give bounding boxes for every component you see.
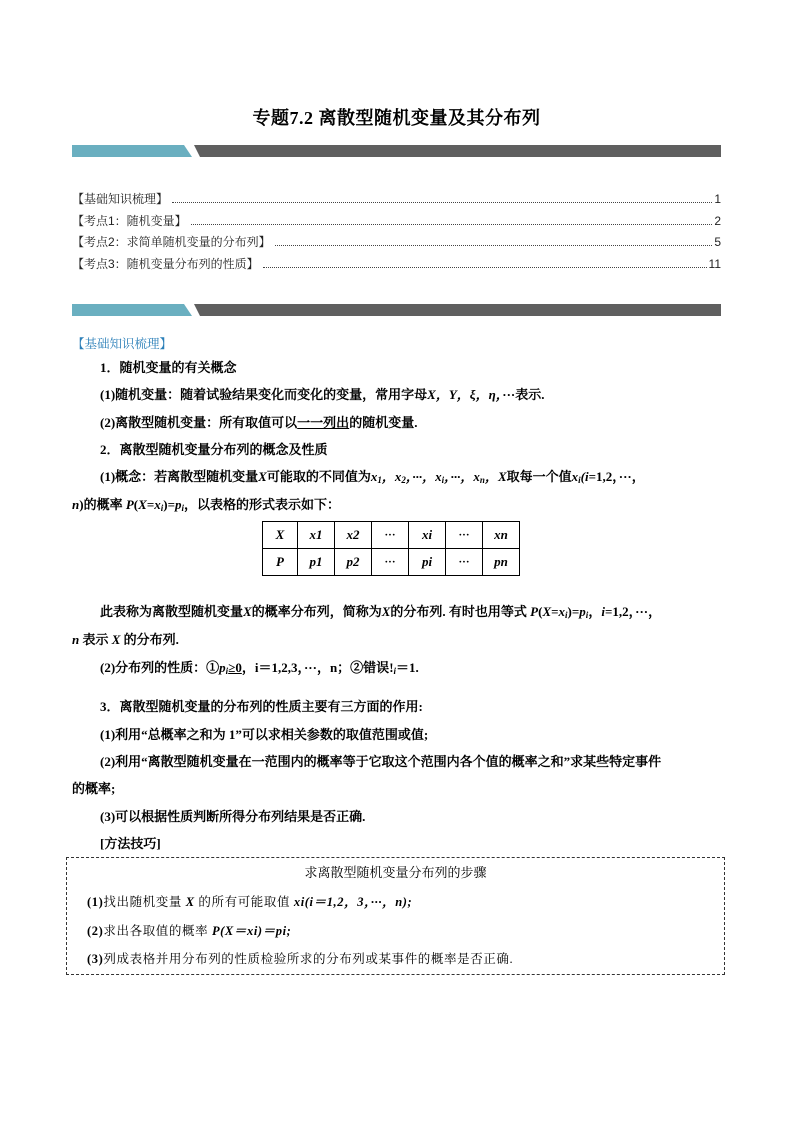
step-number: (3) xyxy=(87,952,104,966)
method-step-1: (1)找出随机变量 X 的所有可能取值 xi(i＝1,2，3，···，n); xyxy=(87,895,413,909)
text: ···表示. xyxy=(502,387,545,402)
text: 的分布列. 有时也用等式 xyxy=(390,604,527,619)
paragraph-discrete-variable xyxy=(100,409,417,437)
table-row xyxy=(263,522,520,549)
text: 可能取的不同值为 xyxy=(266,469,371,484)
text: 的概率分布列，简称为 xyxy=(251,604,382,619)
toc-label: 【考点2：求简单随机变量的分布列】 xyxy=(72,235,271,249)
text: (1)随机变量：随着试验结果变化而变化的变量，常用字母 xyxy=(100,387,428,402)
text: 的概率 xyxy=(83,497,123,512)
method-box-title: 求离散型随机变量分布列的步骤 xyxy=(304,865,487,880)
text: 的所有可能取值 xyxy=(198,895,291,909)
toc-entry[interactable] xyxy=(72,233,721,255)
paragraph-use-3: (3)可以根据性质判断所得分布列结果是否正确. xyxy=(100,809,366,824)
toc-entry[interactable] xyxy=(72,212,721,234)
section-2-heading: 2．离散型随机变量分布列的概念及性质 xyxy=(100,442,328,457)
table-cell: x2 xyxy=(335,522,372,549)
table-cell: ··· xyxy=(446,522,483,549)
paragraph-concept-cont: n)的概率 $P(X=x_i)=p_i$，以表格的形式表示如下： xyxy=(72,497,341,513)
text: 列成表格并用分布列的性质检验所求的分布列或某事件的概率是否正确. xyxy=(103,952,514,966)
math: $x_i(i$ xyxy=(571,469,589,485)
math: P xyxy=(125,497,134,512)
paragraph-random-variable xyxy=(100,381,545,409)
section-divider-bar xyxy=(72,304,721,316)
paragraph-table-explanation-cont: n 表示 X 的分布列. xyxy=(72,632,179,647)
table-cell: pn xyxy=(483,549,520,576)
step-number: (1) xyxy=(87,895,104,909)
toc-label: 【考点1：随机变量】 xyxy=(72,213,187,228)
divider-gray-segment xyxy=(190,304,721,316)
step-number: (2) xyxy=(87,924,104,938)
text: (2)分布列的性质：① xyxy=(100,660,220,675)
text: 以表格的形式表示如下： xyxy=(197,497,341,512)
paragraph-table-explanation: 此表称为离散型随机变量X的概率分布列，简称为X的分布列. 有时也用等式 $P(X=x_i)=p_i$，i=1,2，···， xyxy=(100,604,662,620)
text: 的随机变量. xyxy=(349,415,418,430)
table-of-contents xyxy=(72,190,721,276)
paragraph-use-2: (2)利用“离散型随机变量在一范围内的概率等于它取这个范围内各个值的概率之和”求某些特定事件 xyxy=(100,754,662,769)
table-cell: ··· xyxy=(372,522,409,549)
text: 表示 xyxy=(82,632,109,647)
table-cell: ··· xyxy=(372,549,409,576)
paragraph-properties: (2)分布列的性质：$①p_i\ge 0$，i＝1,2,3，···，n；②错误$!_i=1$. xyxy=(100,660,419,676)
math: X xyxy=(258,469,267,484)
divider-gray-segment xyxy=(190,145,721,157)
underlined-text: 一一列出 xyxy=(297,415,350,430)
text: ＝1. xyxy=(396,660,419,675)
text: (2)离散型随机变量：所有取值可以 xyxy=(100,415,298,430)
math: $x_1$，$x_2$，···，$x_i$，···，$x_n$，X xyxy=(370,469,507,485)
toc-label: 【考点3：随机变量分布列的性质】 xyxy=(72,256,259,271)
table-cell: p2 xyxy=(335,549,372,576)
toc-page: 11 xyxy=(708,256,721,271)
toc-label: 【基础知识梳理】 xyxy=(72,192,169,206)
section-label: 【基础知识梳理】 xyxy=(72,337,173,351)
table-cell: xn xyxy=(483,522,520,549)
toc-leader-dots xyxy=(191,223,713,225)
page-title: 专题7.2 离散型随机变量及其分布列 xyxy=(252,108,541,128)
table-cell: pi xyxy=(409,549,446,576)
text: 求出各取值的概率 xyxy=(103,924,209,938)
table-cell: xi xyxy=(409,522,446,549)
section-1-heading: 1．随机变量的有关概念 xyxy=(100,360,237,375)
toc-page: 1 xyxy=(714,192,721,206)
toc-leader-dots xyxy=(263,266,707,268)
table-cell: p1 xyxy=(298,549,335,576)
toc-entry[interactable] xyxy=(72,255,721,277)
header-divider-bar xyxy=(72,145,721,157)
table-row xyxy=(263,549,520,576)
math: xi(i＝1,2，3，···，n); xyxy=(293,895,413,909)
distribution-table xyxy=(262,521,520,576)
paragraph-concept: (1)概念：若离散型随机变量X可能取的不同值为$x_1$，$x_2$，···，$x_i$，···，$x_n$，X取每一个值$x_i(i=1,2$，···， xyxy=(100,469,645,485)
divider-teal-segment xyxy=(72,304,192,316)
text: 此表称为离散型随机变量 xyxy=(100,604,244,619)
table-cell: x1 xyxy=(298,522,335,549)
toc-entry[interactable] xyxy=(72,190,721,212)
table-cell: P xyxy=(263,549,298,576)
text: 的分布列. xyxy=(123,632,179,647)
text: 找出随机变量 xyxy=(103,895,182,909)
method-tips-label: [方法技巧] xyxy=(100,836,161,851)
method-step-2 xyxy=(87,921,291,939)
math-vars: X，Y，ξ，η， xyxy=(427,387,503,402)
toc-page: 5 xyxy=(714,235,721,249)
toc-leader-dots xyxy=(172,201,712,203)
toc-leader-dots xyxy=(275,244,713,246)
paragraph-use-2-cont: 的概率; xyxy=(72,781,116,796)
text: 取每一个值 xyxy=(506,469,572,484)
paragraph-use-1: (1)利用“总概率之和为 1”可以求相关参数的取值范围或值; xyxy=(100,727,429,742)
math: n xyxy=(72,497,80,512)
method-step-3 xyxy=(87,949,513,967)
math: P(X＝xi)＝pi; xyxy=(211,924,292,938)
text: (1)概念：若离散型随机变量 xyxy=(100,469,259,484)
text: ，i＝1,2,3，···，n；②错误 xyxy=(241,660,390,675)
toc-page: 2 xyxy=(714,213,721,228)
divider-teal-segment xyxy=(72,145,192,157)
table-cell: X xyxy=(263,522,298,549)
method-box xyxy=(66,857,725,975)
table-cell: ··· xyxy=(446,549,483,576)
section-3-heading: 3．离散型随机变量的分布列的性质主要有三方面的作用: xyxy=(100,699,423,714)
